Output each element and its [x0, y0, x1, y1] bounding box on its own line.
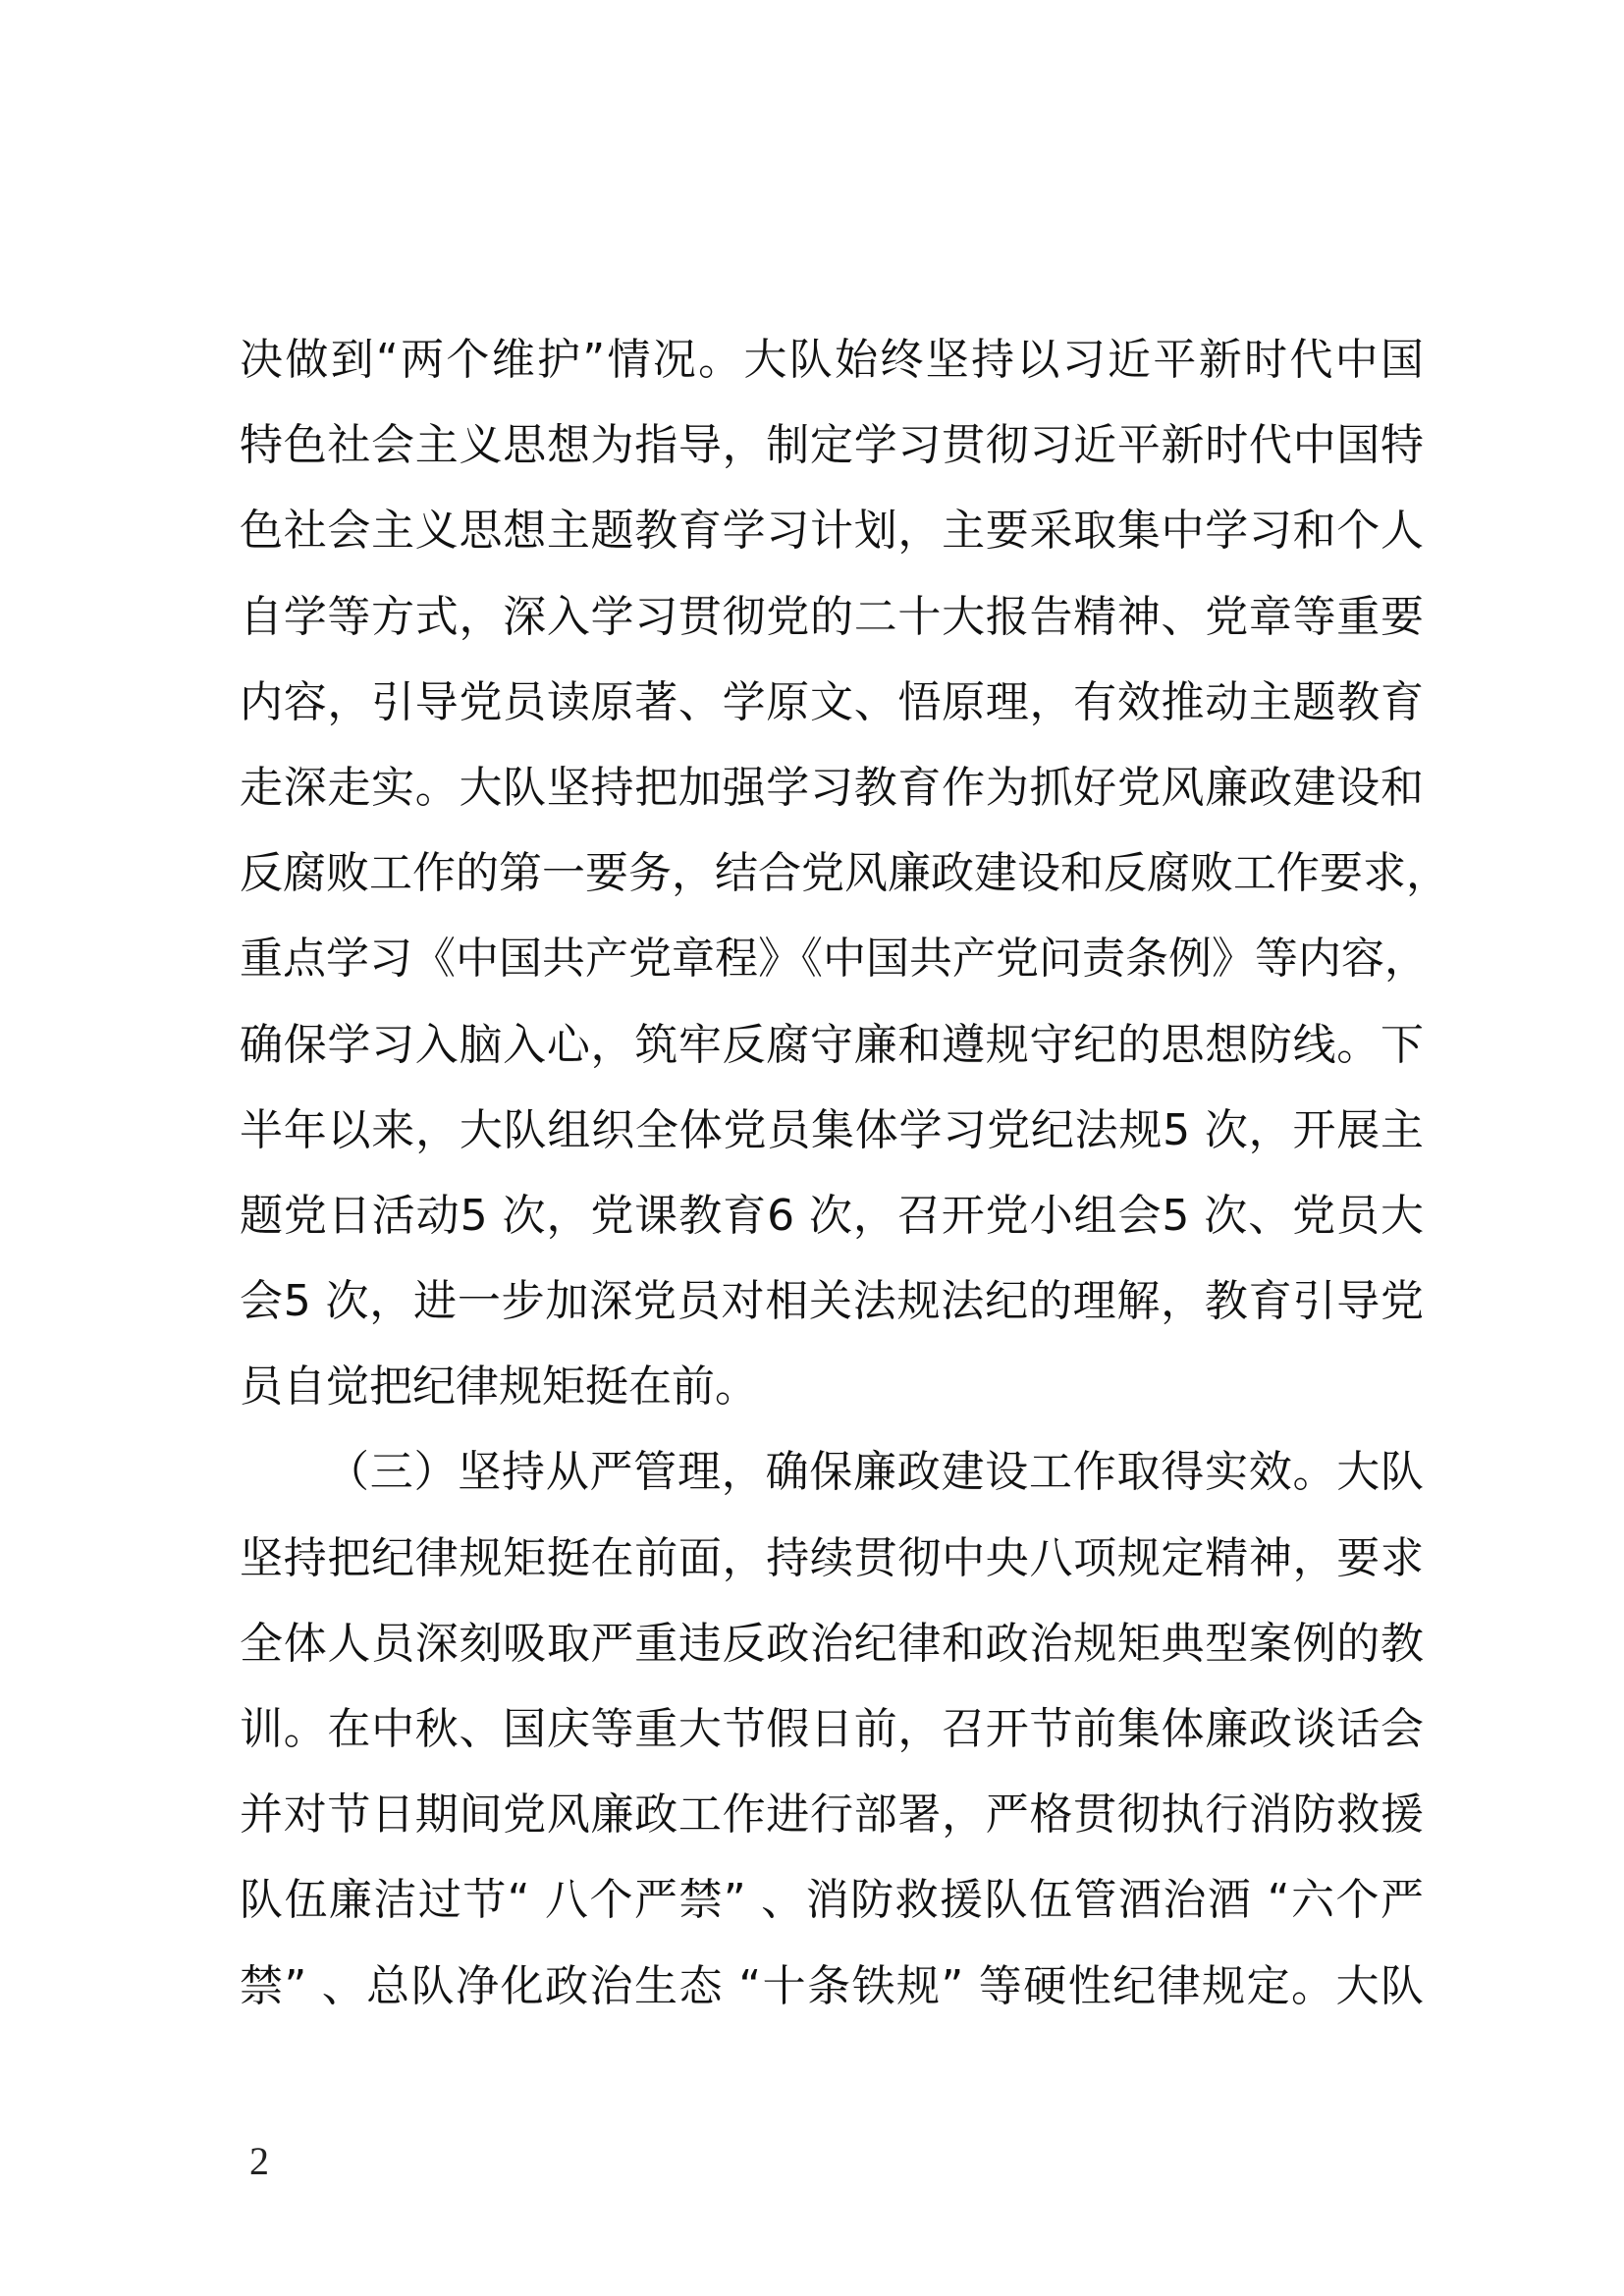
paragraph	[240, 1429, 1424, 2028]
section-heading-line: （三）坚持从严管理，确保廉政建设工作取得实效。大队	[326, 1447, 1424, 1498]
text-line: 半年以来，大队组织全体党员集体学习党纪法规5 次，开展主	[240, 1104, 1424, 1155]
text-line: 反腐败工作的第一要务，结合党风廉政建设和反腐败工作要求，	[240, 848, 1449, 899]
text-line: 员自觉把纪律规矩挺在前。	[240, 1362, 758, 1413]
document-body	[240, 317, 1449, 2029]
text-line: 坚持把纪律规矩挺在前面，持续贯彻中央八项规定精神，要求	[240, 1532, 1424, 1583]
text-line: 色社会主义思想主题教育学习计划，主要采取集中学习和个人	[240, 506, 1424, 557]
text-line: 特色社会主义思想为指导，制定学习贯彻习近平新时代中国特	[240, 420, 1424, 471]
text-line: 题党日活动5 次，党课教育6 次，召开党小组会5 次、党员大	[240, 1190, 1424, 1241]
text-line: 决做到“两个维护”情况。大队始终坚持以习近平新时代中国	[240, 335, 1424, 385]
paragraph	[240, 317, 1449, 1429]
page-number: 2	[249, 2139, 269, 2183]
text-line: 并对节日期间党风廉政工作进行部署，严格贯彻执行消防救援	[240, 1789, 1424, 1841]
text-line: 全体人员深刻吸取严重违反政治纪律和政治规矩典型案例的教	[240, 1618, 1424, 1669]
text-line: 内容，引导党员读原著、学原文、悟原理，有效推动主题教育	[240, 676, 1424, 727]
text-line: 会5 次，进一步加深党员对相关法规法纪的理解，教育引导党	[240, 1276, 1424, 1327]
text-line: 重点学习《中国共产党章程》《中国共产党问责条例》等内容，	[240, 934, 1428, 985]
text-line: 训。在中秋、国庆等重大节假日前，召开节前集体廉政谈话会	[240, 1704, 1424, 1754]
text-line: 队伍廉洁过节“ 八个严禁” 、消防救援队伍管酒治酒 “六个严	[240, 1875, 1424, 1926]
text-line: 确保学习入脑入心，筑牢反腐守廉和遵规守纪的思想防线。下	[240, 1019, 1424, 1070]
text-line: 禁” 、总队净化政治生态 “十条铁规” 等硬性纪律规定。大队	[240, 1960, 1424, 2011]
text-line: 走深走实。大队坚持把加强学习教育作为抓好党风廉政建设和	[240, 762, 1424, 813]
text-line: 自学等方式，深入学习贯彻党的二十大报告精神、党章等重要	[240, 591, 1424, 642]
